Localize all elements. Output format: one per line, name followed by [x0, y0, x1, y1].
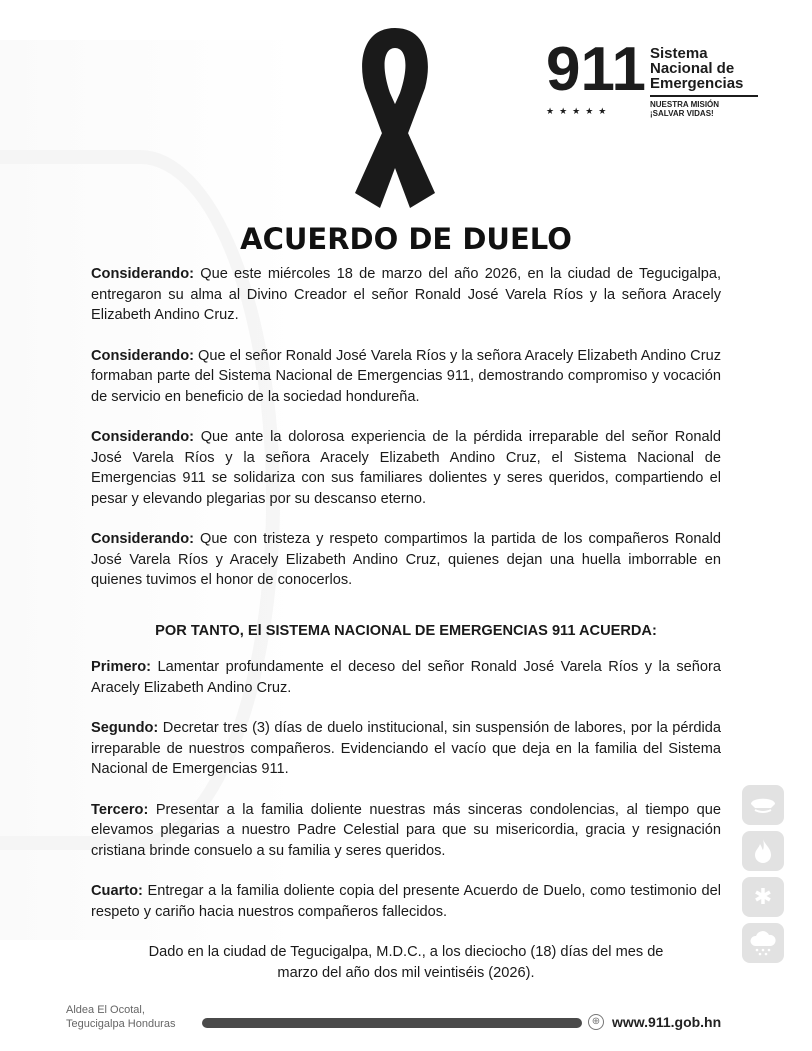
paragraph-text: Que ante la dolorosa experiencia de la pérdida irreparable del señor Ronald José Varela Ríos y la señora Aracely Elizabeth Andino Cruz, el Sistema Nacional de Emergencias 911 se solidariza con sus familiares dolientes y seres queridos, compartiendo el pesar y elevando plegarias por su descanso eterno. — [91, 429, 721, 507]
considerando-paragraph — [91, 346, 721, 408]
logo-name-line: Nacional de — [650, 60, 735, 77]
footer — [66, 1003, 746, 1051]
acuerdo-paragraph — [91, 657, 721, 698]
paragraph-text: Presentar a la familia doliente nuestras más sinceras condolencias, al tiempo que elevamos plegarias a nuestro Padre Celestial para que su misericordia, gracia y resignación cristiana brinde consuelo a su familia y seres queridos. — [91, 801, 721, 859]
logo-slogan-line: NUESTRA MISIÓN — [650, 100, 720, 109]
closing-line: Dado en la ciudad de Tegucigalpa, M.D.C., a los dieciocho (18) días del mes de — [148, 944, 664, 960]
paragraph-text: Que con tristeza y respeto compartimos la partida de los compañeros Ronald José Varela Ríos y Aracely Elizabeth Andino Cruz, quienes dejan una huella imborrable en quienes tuvimos el honor de conocerlos. — [91, 531, 721, 588]
paragraph-label: Considerando: — [91, 266, 194, 282]
website-link[interactable]: www.911.gob.hn — [612, 1014, 722, 1030]
storm-cloud-icon — [742, 923, 784, 963]
acuerdo-paragraph — [91, 881, 721, 922]
document-title: ACUERDO DE DUELO — [240, 222, 572, 256]
paragraph-label: Considerando: — [91, 429, 194, 445]
logo-name-line: Sistema — [650, 45, 708, 62]
logo-name-line: Emergencias — [650, 75, 744, 92]
footer-bar — [202, 1018, 582, 1028]
address-line: Aldea El Ocotal, — [66, 1004, 145, 1016]
globe-icon: ⊕ — [588, 1014, 604, 1030]
closing-statement — [91, 942, 721, 983]
paragraph-label: Tercero: — [91, 801, 149, 818]
logo-number: 911 — [546, 35, 647, 104]
por-tanto-heading: POR TANTO, El SISTEMA NACIONAL DE EMERGENCIAS 911 ACUERDA: — [155, 622, 657, 639]
paragraph-label: Considerando: — [91, 347, 194, 364]
acuerdo-paragraph — [91, 718, 721, 780]
logo-slogan-line: ¡SALVAR VIDAS! — [650, 109, 714, 118]
address-line: Tegucigalpa Honduras — [66, 1018, 176, 1030]
footer-address — [66, 1003, 175, 1031]
paragraph-text: Que el señor Ronald José Varela Ríos y la señora Aracely Elizabeth Andino Cruz formaban parte del Sistema Nacional de Emergencias 911, demostrando compromiso y vocación de servicio en beneficio de la sociedad hondureña. — [91, 347, 721, 405]
paragraph-label: Primero: — [91, 659, 152, 675]
closing-line: marzo del año dos mil veintiséis (2026). — [277, 964, 535, 981]
paragraph-label: Cuarto: — [91, 883, 143, 899]
paragraph-text: Lamentar profundamente el deceso del señor Ronald José Varela Ríos y la señora Aracely Elizabeth Andino Cruz. — [91, 659, 721, 696]
considerando-paragraph — [91, 264, 721, 326]
considerando-paragraph — [91, 427, 721, 509]
paragraph-label: Considerando: — [91, 531, 194, 547]
acuerdo-paragraph — [91, 800, 721, 862]
document-body — [91, 0, 721, 983]
paragraph-text: Que este miércoles 18 de marzo del año 2026, en la ciudad de Tegucigalpa, entregaron su alma al Divino Creador el señor Ronald José Varela Ríos y la señora Aracely Elizabeth Andino Cruz. — [91, 266, 721, 323]
paragraph-label: Segundo: — [91, 720, 159, 736]
medical-star-icon: ✱ — [742, 877, 784, 917]
considerando-paragraph — [91, 529, 721, 591]
paragraph-text: Entregar a la familia doliente copia del presente Acuerdo de Duelo, como testimonio del respeto y cariño hacia nuestros compañeros fallecidos. — [91, 883, 721, 920]
paragraph-text: Decretar tres (3) días de duelo institucional, sin suspensión de labores, por la pérdida irreparable de nuestros compañeros. Evidenciando el vacío que deja en la familia del Sistema Nacional de Emergencias 911. — [91, 720, 721, 777]
police-cap-icon — [742, 785, 784, 825]
fire-icon — [742, 831, 784, 871]
stars-icon: ★★★★★ — [546, 106, 612, 116]
